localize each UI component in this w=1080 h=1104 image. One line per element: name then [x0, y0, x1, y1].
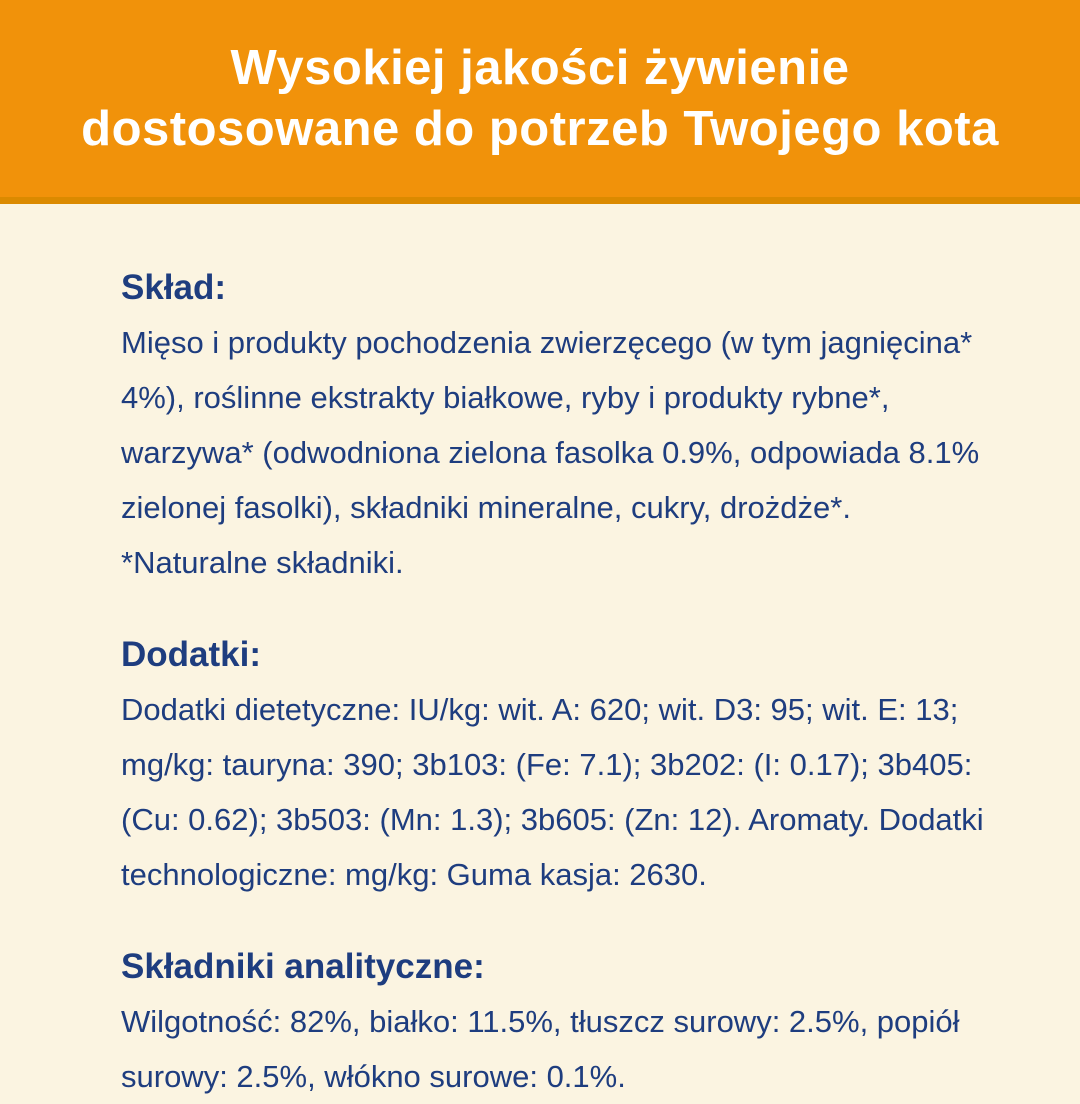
- page-title-line-2: dostosowane do potrzeb Twojego kota: [81, 101, 999, 156]
- page-title: [81, 38, 999, 160]
- header-banner: [0, 0, 1080, 204]
- section-ingredients: [121, 260, 992, 590]
- section-additives-body: Dodatki dietetyczne: IU/kg: wit. A: 620; wit. D3: 95; wit. E: 13; mg/kg: tauryna: 390; 3b103: (Fe: 7.1); 3b202: (I: 0.17); 3b405: (Cu: 0.62); 3b503: (Mn: 1.3); 3b605: (Zn: 12). Aromaty. Dodatki technologiczne: mg/kg: Guma kasja: 2630.: [121, 692, 984, 892]
- section-ingredients-heading: Skład:: [121, 268, 227, 307]
- section-additives: [121, 627, 992, 902]
- product-info-content: [0, 204, 1080, 1104]
- section-analytical-components-heading: Składniki analityczne:: [121, 947, 485, 986]
- page-title-line-1: Wysokiej jakości żywienie: [230, 40, 850, 95]
- section-analytical-components: [121, 939, 992, 1104]
- section-additives-heading: Dodatki:: [121, 635, 261, 674]
- section-ingredients-body: Mięso i produkty pochodzenia zwierzęcego (w tym jagnięcina* 4%), roślinne ekstrakty białkowe, ryby i produkty rybne*, warzywa* (odwodniona zielona fasolka 0.9%, odpowiada 8.1% zielonej fasolki), składniki mineralne, cukry, drożdże*. *Naturalne składniki.: [121, 325, 980, 580]
- section-analytical-components-body: Wilgotność: 82%, białko: 11.5%, tłuszcz surowy: 2.5%, popiół surowy: 2.5%, włókno surowe: 0.1%.: [121, 1004, 960, 1094]
